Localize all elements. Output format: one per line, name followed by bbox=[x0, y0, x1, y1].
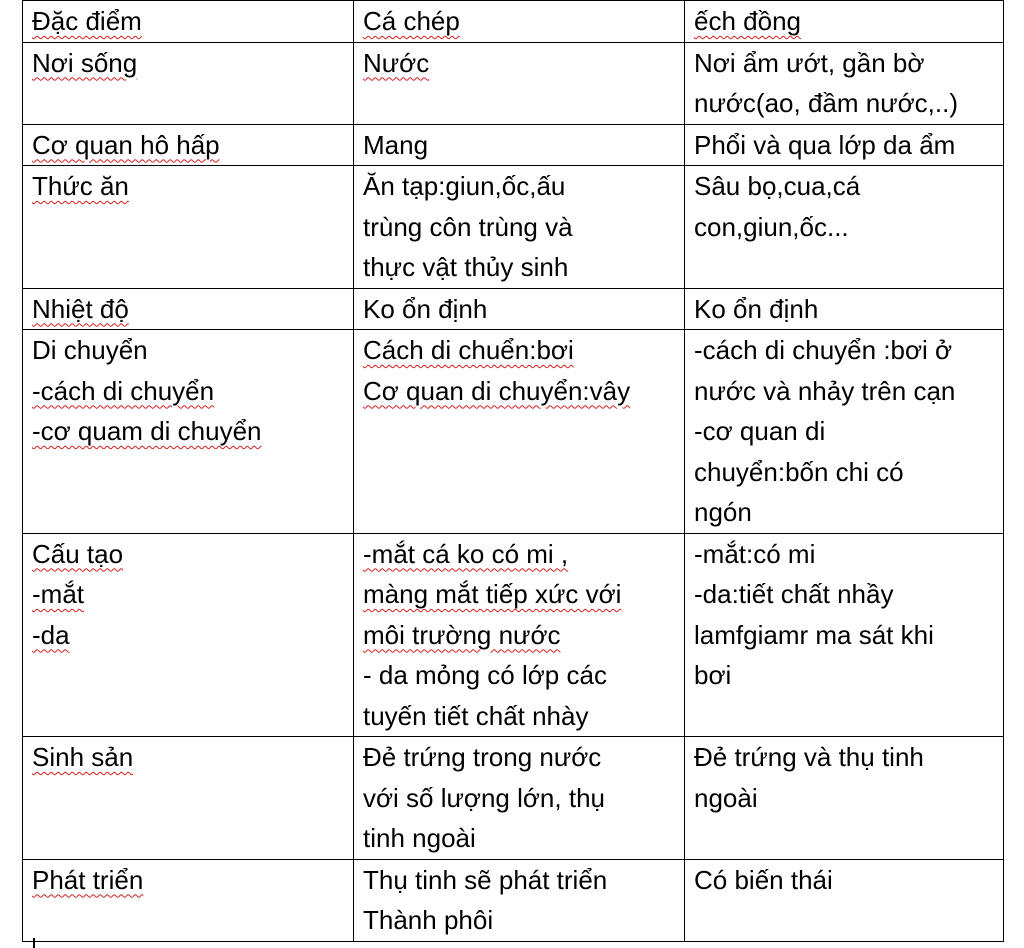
cell-line: Phát triển bbox=[32, 864, 144, 895]
feature-cell bbox=[23, 533, 354, 737]
cell-line: Nước bbox=[363, 47, 430, 78]
cell-line: nước(ao, đầm nước,..) bbox=[694, 88, 958, 118]
cell-line: -cách di chuyển bbox=[32, 375, 215, 406]
table-row bbox=[23, 533, 1004, 737]
ca-chep-cell bbox=[354, 166, 685, 289]
cell-line: thực vật thủy sinh bbox=[363, 252, 569, 282]
cell-line: lamfgiamr ma sát khi bbox=[694, 619, 934, 650]
cell-line: Nơi ẩm ướt, gần bờ bbox=[694, 47, 925, 78]
cell-line: Thành phôi bbox=[363, 905, 494, 935]
cell-line: -da bbox=[32, 619, 70, 650]
cell-line: tuyến tiết chất nhày bbox=[363, 700, 589, 731]
cell-line: Cá chép bbox=[363, 6, 460, 36]
cell-line: -cách di chuyển :bơi ở bbox=[694, 335, 953, 365]
header-ech-dong bbox=[685, 1, 1004, 43]
table-row bbox=[23, 166, 1004, 289]
table-row bbox=[23, 737, 1004, 860]
cell-line: Ko ổn định bbox=[694, 293, 819, 324]
cell-line: Ăn tạp:giun,ốc,ấu bbox=[363, 171, 566, 201]
cell-line: môi trường nước bbox=[363, 619, 561, 650]
table-row bbox=[23, 124, 1004, 166]
cell-line: Sâu bọ,cua,cá bbox=[694, 171, 861, 201]
cell-line: trùng côn trùng và bbox=[363, 211, 573, 242]
text-cursor bbox=[33, 938, 35, 948]
cell-line: Có biến thái bbox=[694, 864, 833, 895]
cell-line: Sinh sản bbox=[32, 742, 134, 772]
cell-line: -mắt cá ko có mi , bbox=[363, 538, 569, 569]
ech-dong-cell bbox=[685, 737, 1004, 860]
cell-line: tinh ngoài bbox=[363, 823, 476, 853]
ca-chep-cell bbox=[354, 124, 685, 166]
cell-line: Cấu tạo bbox=[32, 538, 124, 569]
cell-line: Ko ổn định bbox=[363, 293, 488, 324]
cell-line: ếch đồng bbox=[694, 6, 801, 36]
table-row bbox=[23, 330, 1004, 534]
feature-cell bbox=[23, 124, 354, 166]
header-ca-chep bbox=[354, 1, 685, 43]
ech-dong-cell bbox=[685, 124, 1004, 166]
cell-line: bơi bbox=[694, 660, 732, 690]
cell-line: -da:tiết chất nhầy bbox=[694, 579, 894, 609]
header-feature bbox=[23, 1, 354, 43]
cell-line: Đẻ trứng và thụ tinh bbox=[694, 742, 924, 772]
ech-dong-cell bbox=[685, 288, 1004, 330]
cell-line: Phổi và qua lớp da ẩm bbox=[694, 129, 956, 160]
ca-chep-cell bbox=[354, 859, 685, 941]
cell-line: Cách di chuển:bơi bbox=[363, 335, 574, 365]
cell-line: màng mắt tiếp xức với bbox=[363, 579, 622, 609]
cell-line: chuyển:bốn chi có bbox=[694, 456, 904, 487]
cell-line: -cơ quam di chuyển bbox=[32, 416, 262, 446]
feature-cell bbox=[23, 330, 354, 534]
cell-line: con,giun,ốc... bbox=[694, 211, 849, 242]
ca-chep-cell bbox=[354, 533, 685, 737]
cell-line: Cơ quan hô hấp bbox=[32, 129, 220, 160]
cell-line: Đẻ trứng trong nước bbox=[363, 742, 602, 772]
comparison-table bbox=[22, 0, 1004, 942]
feature-cell bbox=[23, 166, 354, 289]
ca-chep-cell bbox=[354, 737, 685, 860]
cell-line: Cơ quan di chuyển:vây bbox=[363, 375, 631, 406]
cell-line: nước và nhảy trên cạn bbox=[694, 375, 956, 406]
cell-line: Nhiệt độ bbox=[32, 293, 129, 324]
feature-cell bbox=[23, 42, 354, 124]
cell-line: -mắt:có mi bbox=[694, 538, 816, 569]
cell-line: Thức ăn bbox=[32, 171, 129, 201]
cell-line: ngoài bbox=[694, 782, 758, 813]
feature-cell bbox=[23, 288, 354, 330]
ca-chep-cell bbox=[354, 42, 685, 124]
cell-line: Di chuyển bbox=[32, 335, 148, 365]
ech-dong-cell bbox=[685, 533, 1004, 737]
ech-dong-cell bbox=[685, 859, 1004, 941]
cell-line: ngón bbox=[694, 497, 752, 527]
cell-line: Nơi sống bbox=[32, 47, 138, 78]
ech-dong-cell bbox=[685, 166, 1004, 289]
cell-line: Thụ tinh sẽ phát triển bbox=[363, 864, 608, 895]
cell-line: -mắt bbox=[32, 579, 84, 609]
table-row bbox=[23, 288, 1004, 330]
cell-line: Đặc điểm bbox=[32, 6, 142, 36]
table-row bbox=[23, 859, 1004, 941]
ech-dong-cell bbox=[685, 42, 1004, 124]
cell-line: Mang bbox=[363, 129, 429, 160]
cell-line: -cơ quan di bbox=[694, 416, 826, 446]
table-row bbox=[23, 42, 1004, 124]
cell-line: - da mỏng có lớp các bbox=[363, 660, 607, 690]
header-row bbox=[23, 1, 1004, 43]
ech-dong-cell bbox=[685, 330, 1004, 534]
cell-line: với số lượng lớn, thụ bbox=[363, 782, 605, 813]
feature-cell bbox=[23, 737, 354, 860]
feature-cell bbox=[23, 859, 354, 941]
ca-chep-cell bbox=[354, 330, 685, 534]
ca-chep-cell bbox=[354, 288, 685, 330]
